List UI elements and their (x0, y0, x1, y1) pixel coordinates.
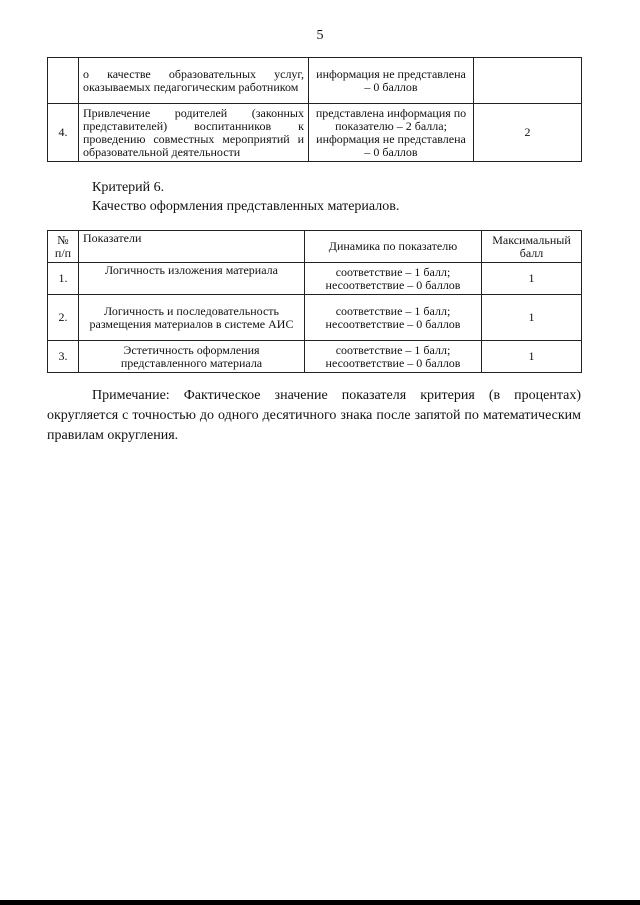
table-row (48, 58, 582, 104)
page-number: 5 (316, 28, 324, 43)
table-row (48, 295, 582, 341)
header-indicator: Показатели (79, 231, 305, 263)
dynamics-cell: информация не представлена – 0 баллов (309, 58, 474, 104)
max-score-cell: 1 (482, 263, 582, 295)
criteria-table-continued (47, 57, 582, 162)
table-row (48, 104, 582, 162)
criterion-title: Критерий 6. (92, 180, 165, 195)
max-score-cell (474, 58, 582, 104)
max-score-cell: 1 (482, 295, 582, 341)
table-header-row (48, 231, 582, 263)
max-score-cell: 2 (474, 104, 582, 162)
header-max: Максимальный балл (482, 231, 582, 263)
row-number: 3. (48, 341, 79, 373)
dynamics-cell: соответствие – 1 балл; несоответствие – 0 баллов (305, 341, 482, 373)
max-score-cell: 1 (482, 341, 582, 373)
dynamics-cell: соответствие – 1 балл; несоответствие – 0 баллов (305, 295, 482, 341)
indicator-cell: Эстетичность оформления представленного материала (79, 341, 305, 373)
row-number: 4. (48, 104, 79, 162)
indicator-cell: о качестве образовательных услуг, оказываемых педагогическим работником (79, 58, 309, 104)
row-number: 1. (48, 263, 79, 295)
row-number (48, 58, 79, 104)
indicator-cell: Логичность изложения материала (79, 263, 305, 295)
indicator-cell: Привлечение родителей (законных представителей) воспитанников к проведению совместных мероприятий и образовательной деятельности (79, 104, 309, 162)
note-paragraph: Примечание: Фактическое значение показателя критерия (в процентах) округляется с точностью до одного десятичного знака после запятой по математическим правилам округления. (47, 388, 581, 443)
table-row (48, 341, 582, 373)
dynamics-cell: представлена информация по показателю – 2 балла; информация не представлена – 0 баллов (309, 104, 474, 162)
dynamics-cell: соответствие – 1 балл; несоответствие – 0 баллов (305, 263, 482, 295)
table-row (48, 263, 582, 295)
criterion-subtitle: Качество оформления представленных материалов. (92, 199, 400, 214)
criterion-6-table (47, 230, 582, 373)
header-dynamics: Динамика по показателю (305, 231, 482, 263)
indicator-cell: Логичность и последовательность размещения материалов в системе АИС (79, 295, 305, 341)
header-num: № п/п (48, 231, 79, 263)
row-number: 2. (48, 295, 79, 341)
scan-bottom-edge (0, 900, 640, 905)
